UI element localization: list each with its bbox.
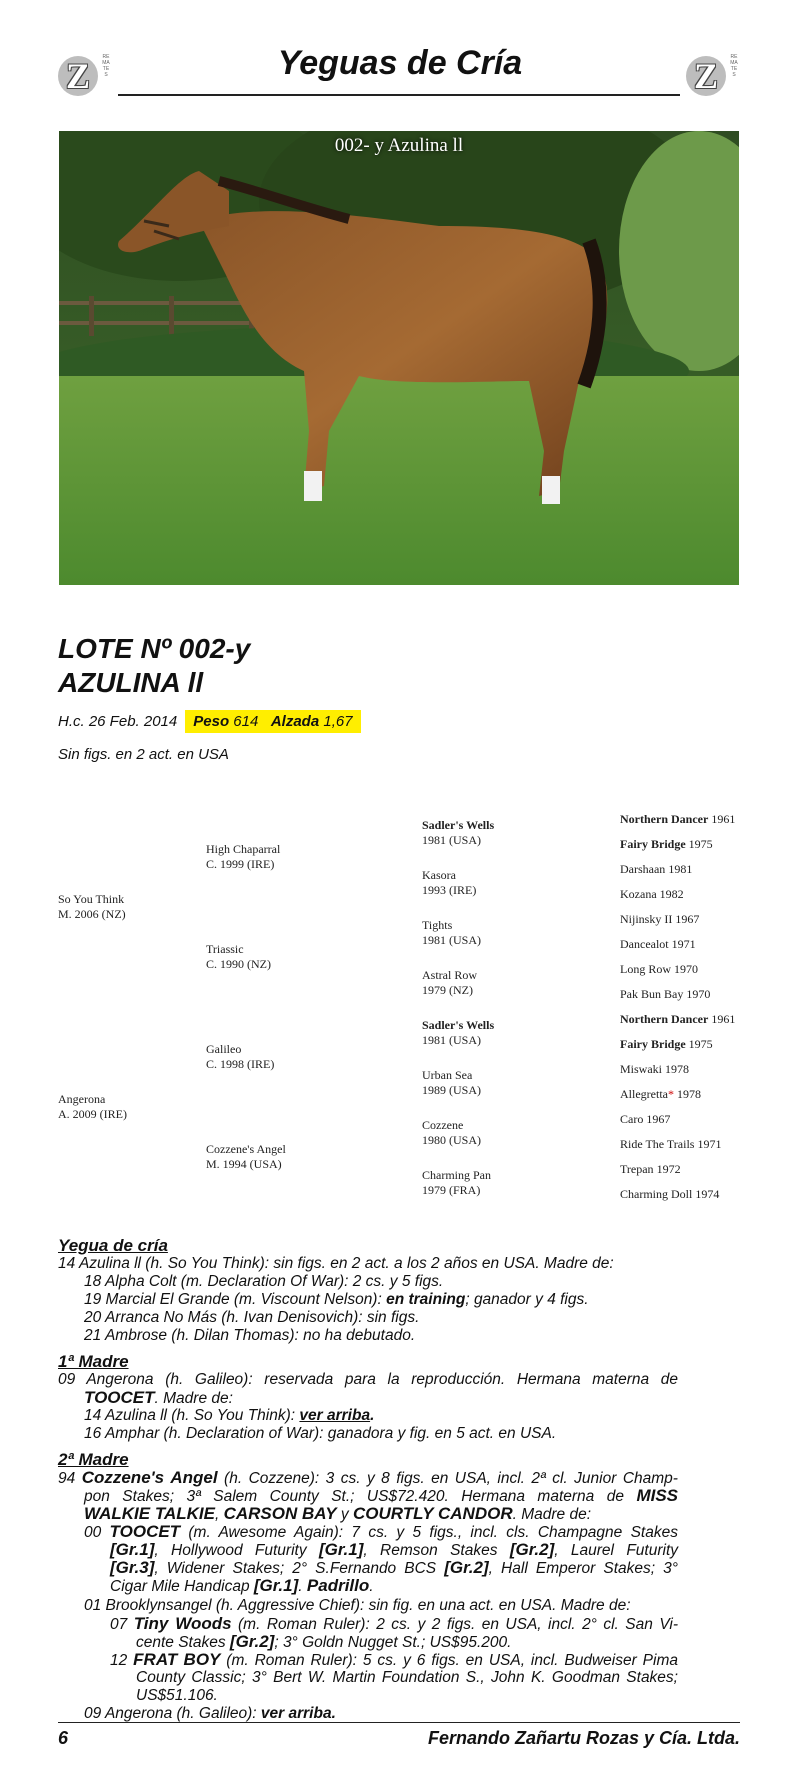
pedigree-gen3: Charming Pan 1979 (FRA) (422, 1168, 491, 1197)
pedigree-gen3: Cozzene 1980 (USA) (422, 1118, 481, 1147)
pedigree-gen2: High Chaparral C. 1999 (IRE) (206, 842, 281, 871)
pedigree-dam: Angerona A. 2009 (IRE) (58, 1092, 127, 1121)
pedigree-gen3: Sadler's Wells 1981 (USA) (422, 818, 495, 847)
pedigree-gen4: Long Row 1970 (620, 962, 698, 976)
pedigree-gen3: Astral Row 1979 (NZ) (422, 968, 477, 997)
birth-line (58, 710, 361, 733)
text-line: cente Stakes [Gr.2]; 3° Goldn Nugget St.; US$95.200. (136, 1632, 512, 1651)
footer-divider (58, 1722, 740, 1723)
text-line: 12 FRAT BOY (m. Roman Ruler): 5 cs. y 6 figs. en USA, incl. Budweiser Pima (110, 1650, 678, 1669)
photo-caption: 002- y Azulina ll (334, 135, 464, 156)
company-name: Fernando Zañartu Rozas y Cía. Ltda. (427, 1728, 740, 1748)
pedigree-gen4: Trepan 1972 (620, 1162, 681, 1176)
pedigree-gen4: Allegretta* 1978 (620, 1087, 701, 1101)
lot-number: LOTE Nº 002-y (58, 633, 251, 664)
pedigree-gen4: Fairy Bridge 1975 (620, 1037, 713, 1051)
text-line: 00 TOOCET (m. Awesome Again): 7 cs. y 5 figs., incl. cls. Champagne Stakes (84, 1522, 678, 1541)
pedigree-gen4: Kozana 1982 (620, 887, 684, 901)
pedigree-gen4: Northern Dancer 1961 (620, 812, 736, 826)
pedigree-gen4: Caro 1967 (620, 1112, 671, 1126)
pedigree-gen4: Miswaki 1978 (620, 1062, 689, 1076)
section-title-yegua: Yegua de cría (58, 1236, 168, 1255)
header-divider (118, 94, 680, 96)
birth-date: H.c. 26 Feb. 2014 (58, 713, 178, 730)
pedigree-gen4: Charming Doll 1974 (620, 1187, 720, 1201)
text-line: 09 Angerona (h. Galileo): reservada para la reproducción. Hermana materna de (58, 1371, 678, 1388)
page-number: 6 (58, 1728, 69, 1748)
text-line: 94 Cozzene's Angel (h. Cozzene): 3 cs. y 8 figs. en USA, incl. 2ª cl. Junior Champ- (58, 1468, 678, 1487)
pedigree-gen4: Fairy Bridge 1975 (620, 837, 713, 851)
race-summary: Sin figs. en 2 act. en USA (58, 746, 229, 763)
text-line: 07 Tiny Woods (m. Roman Ruler): 2 cs. y 2 figs. en USA, incl. 2° cl. San Vi- (110, 1614, 678, 1633)
pedigree-gen2: Galileo C. 1998 (IRE) (206, 1042, 275, 1071)
pedigree-gen3: Sadler's Wells 1981 (USA) (422, 1018, 495, 1047)
text-line: 21 Ambrose (h. Dilan Thomas): no ha debutado. (84, 1327, 416, 1344)
text-line: 16 Amphar (h. Declaration of War): ganadora y fig. en 5 act. en USA. (84, 1425, 557, 1442)
text-line: pon Stakes; 3ª Salem County St.; US$72.420. Hermana materna de MISS (84, 1486, 678, 1505)
text-line: 20 Arranca No Más (h. Ivan Denisovich): sin figs. (84, 1309, 420, 1326)
company-logo-right: Z REMATES (686, 52, 738, 100)
pedigree-gen4: Darshaan 1981 (620, 862, 693, 876)
pedigree-gen3: Urban Sea 1989 (USA) (422, 1068, 481, 1097)
text-line: 09 Angerona (h. Galileo): ver arriba. (84, 1705, 336, 1722)
pedigree-gen4: Ride The Trails 1971 (620, 1137, 722, 1151)
lot-heading (58, 632, 250, 700)
text-line: County Classic; 3° Bert W. Martin Foundation S., John K. Goodman Stakes; (136, 1669, 678, 1686)
pedigree-gen2: Triassic C. 1990 (NZ) (206, 942, 271, 971)
text-line: WALKIE TALKIE, CARSON BAY y COURTLY CANDOR. Madre de: (84, 1504, 592, 1523)
text-line: [Gr.1], Hollywood Futurity [Gr.1], Remson Stakes [Gr.2], Laurel Futurity (110, 1540, 679, 1559)
pedigree-gen2: Cozzene's Angel M. 1994 (USA) (206, 1142, 286, 1171)
text-line: 19 Marcial El Grande (m. Viscount Nelson): en training; ganador y 4 figs. (84, 1291, 589, 1308)
text-line: 18 Alpha Colt (m. Declaration Of War): 2 cs. y 5 figs. (84, 1273, 444, 1290)
section-title-madre2: 2ª Madre (58, 1450, 129, 1469)
text-line: 01 Brooklynsangel (h. Aggressive Chief): sin fig. en una act. en USA. Madre de: (84, 1597, 631, 1614)
section-title-madre1: 1ª Madre (58, 1352, 129, 1371)
pedigree-gen4: Pak Bun Bay 1970 (620, 987, 711, 1001)
pedigree-gen3: Tights 1981 (USA) (422, 918, 481, 947)
pedigree-gen4: Nijinsky II 1967 (620, 912, 700, 926)
company-logo-left: Z REMATES (58, 52, 110, 100)
pedigree-gen4: Dancealot 1971 (620, 937, 696, 951)
pedigree-gen4: Northern Dancer 1961 (620, 1012, 736, 1026)
text-line: 14 Azulina ll (h. So You Think): sin figs. en 2 act. a los 2 años en USA. Madre de: (58, 1255, 614, 1272)
pedigree-sire: So You Think M. 2006 (NZ) (58, 892, 126, 921)
text-line: 14 Azulina ll (h. So You Think): ver arriba. (84, 1407, 375, 1424)
text-line: TOOCET. Madre de: (84, 1388, 233, 1407)
text-line: Cigar Mile Handicap [Gr.1]. Padrillo. (110, 1576, 374, 1595)
measurements-highlight: Peso 614 Alzada 1,67 (185, 710, 360, 733)
text-line: [Gr.3], Widener Stakes; 2° S.Fernando BCS [Gr.2], Hall Emperor Stakes; 3° (110, 1558, 678, 1577)
text-line: US$51.106. (136, 1687, 218, 1704)
horse-name: AZULINA ll (58, 667, 204, 698)
page-title: Yeguas de Cría (277, 44, 523, 82)
pedigree-gen3: Kasora 1993 (IRE) (422, 868, 477, 897)
horse-photo (59, 131, 739, 585)
